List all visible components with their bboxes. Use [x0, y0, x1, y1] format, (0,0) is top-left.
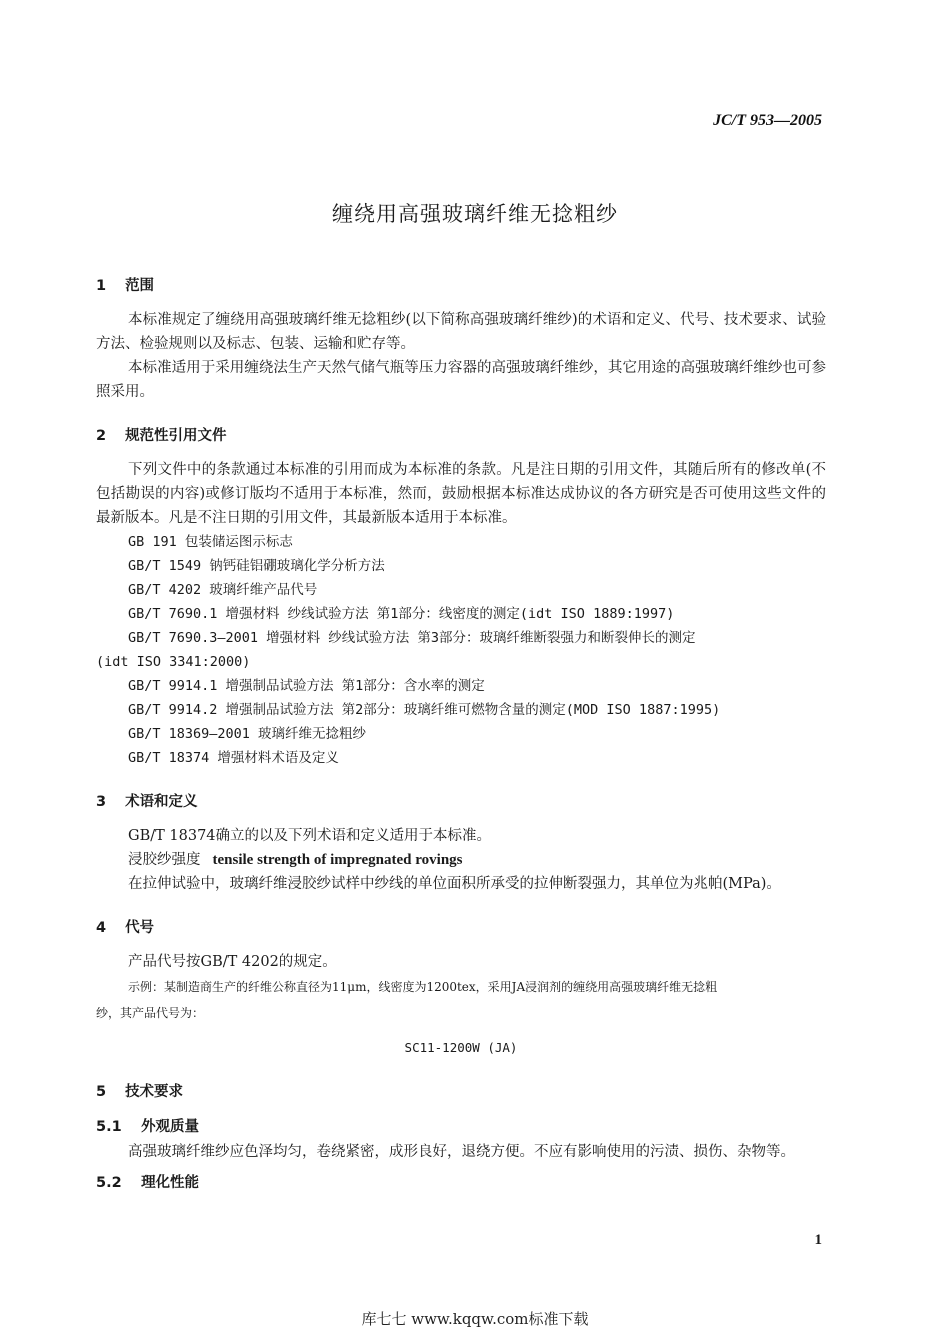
reference-item: GB/T 18374 增强材料术语及定义: [128, 750, 339, 766]
section-4-heading: [96, 916, 826, 940]
example-text: 纱，其产品代号为：: [96, 1006, 205, 1020]
section-number: 2: [96, 428, 107, 444]
section-3-heading: [96, 790, 826, 814]
subsection-title: 理化性能: [141, 1175, 200, 1191]
reference-item-continuation: (idt ISO 3341:2000): [96, 654, 251, 670]
reference-item: GB 191 包装储运图示标志: [128, 534, 293, 550]
document-code: JC/T 953—2005: [713, 112, 822, 129]
subsection-title: 外观质量: [141, 1119, 200, 1135]
paragraph: 在拉伸试验中，玻璃纤维浸胶纱试样中纱线的单位面积所承受的拉伸断裂强力，其单位为兆帕(MPa)。: [128, 876, 781, 892]
subsection-number: 5.1: [96, 1119, 122, 1135]
subsection-5-2-heading: [96, 1170, 826, 1196]
section-title: 术语和定义: [125, 794, 198, 810]
section-1-heading: [96, 274, 826, 298]
section-2-heading: [96, 424, 826, 448]
section-number: 3: [96, 794, 107, 810]
subsection-number: 5.2: [96, 1175, 122, 1191]
reference-item: GB/T 7690.1 增强材料 纱线试验方法 第1部分：线密度的测定(idt ISO 1889:1997): [128, 606, 675, 622]
section-number: 4: [96, 920, 107, 936]
product-code: SC11-1200W (JA): [404, 1040, 518, 1055]
reference-item: GB/T 1549 钠钙硅铝硼玻璃化学分析方法: [128, 558, 385, 574]
document-title: 缠绕用高强玻璃纤维无捻粗纱: [332, 202, 618, 226]
section-5-heading: [96, 1080, 826, 1104]
paragraph: GB/T 18374确立的以及下列术语和定义适用于本标准。: [128, 828, 492, 844]
section-number: 1: [96, 278, 107, 294]
reference-item: GB/T 4202 玻璃纤维产品代号: [128, 582, 318, 598]
reference-item: GB/T 9914.2 增强制品试验方法 第2部分：玻璃纤维可燃物含量的测定(MOD ISO 1887:1995): [128, 702, 721, 718]
reference-item: GB/T 9914.1 增强制品试验方法 第1部分：含水率的测定: [128, 678, 485, 694]
paragraph: 高强玻璃纤维纱应色泽均匀，卷绕紧密，成形良好，退绕方便。不应有影响使用的污渍、损伤、杂物等。: [128, 1144, 795, 1160]
paragraph: 产品代号按GB/T 4202的规定。: [128, 954, 337, 970]
paragraph: 本标准规定了缠绕用高强玻璃纤维无捻粗纱(以下简称高强玻璃纤维纱)的术语和定义、代号、技术要求、试验方法、检验规则以及标志、包装、运输和贮存等。: [96, 312, 826, 352]
term-chinese: 浸胶纱强度: [128, 852, 201, 868]
paragraph: 下列文件中的条款通过本标准的引用而成为本标准的条款。凡是注日期的引用文件，其随后所有的修改单(不包括勘误的内容)或修订版均不适用于本标准，然而，鼓励根据本标准达成协议的各方研究是否可使用这些文件的最新版本。凡是不注日期的引用文件，其最新版本适用于本标准。: [96, 462, 826, 526]
term-english: tensile strength of impregnated rovings: [212, 852, 463, 868]
page-number: 1: [814, 1232, 822, 1248]
term-definition: [96, 848, 826, 872]
section-title: 代号: [125, 920, 155, 936]
paragraph: 本标准适用于采用缠绕法生产天然气储气瓶等压力容器的高强玻璃纤维纱，其它用途的高强玻璃纤维纱也可参照采用。: [96, 360, 826, 400]
subsection-5-1-heading: [96, 1114, 826, 1140]
document-body: [96, 274, 826, 1196]
site-watermark: 库七七 www.kqqw.com标准下载: [361, 1310, 589, 1328]
section-number: 5: [96, 1084, 107, 1100]
reference-item: GB/T 18369—2001 玻璃纤维无捻粗纱: [128, 726, 367, 742]
example-text: 示例：某制造商生产的纤维公称直径为11μm，线密度为1200tex，采用JA浸润剂的缠绕用高强玻璃纤维无捻粗: [128, 980, 718, 994]
section-title: 范围: [125, 278, 155, 294]
section-title: 技术要求: [125, 1084, 184, 1100]
section-title: 规范性引用文件: [125, 428, 227, 444]
reference-item: GB/T 7690.3—2001 增强材料 纱线试验方法 第3部分：玻璃纤维断裂强力和断裂伸长的测定: [128, 630, 696, 646]
